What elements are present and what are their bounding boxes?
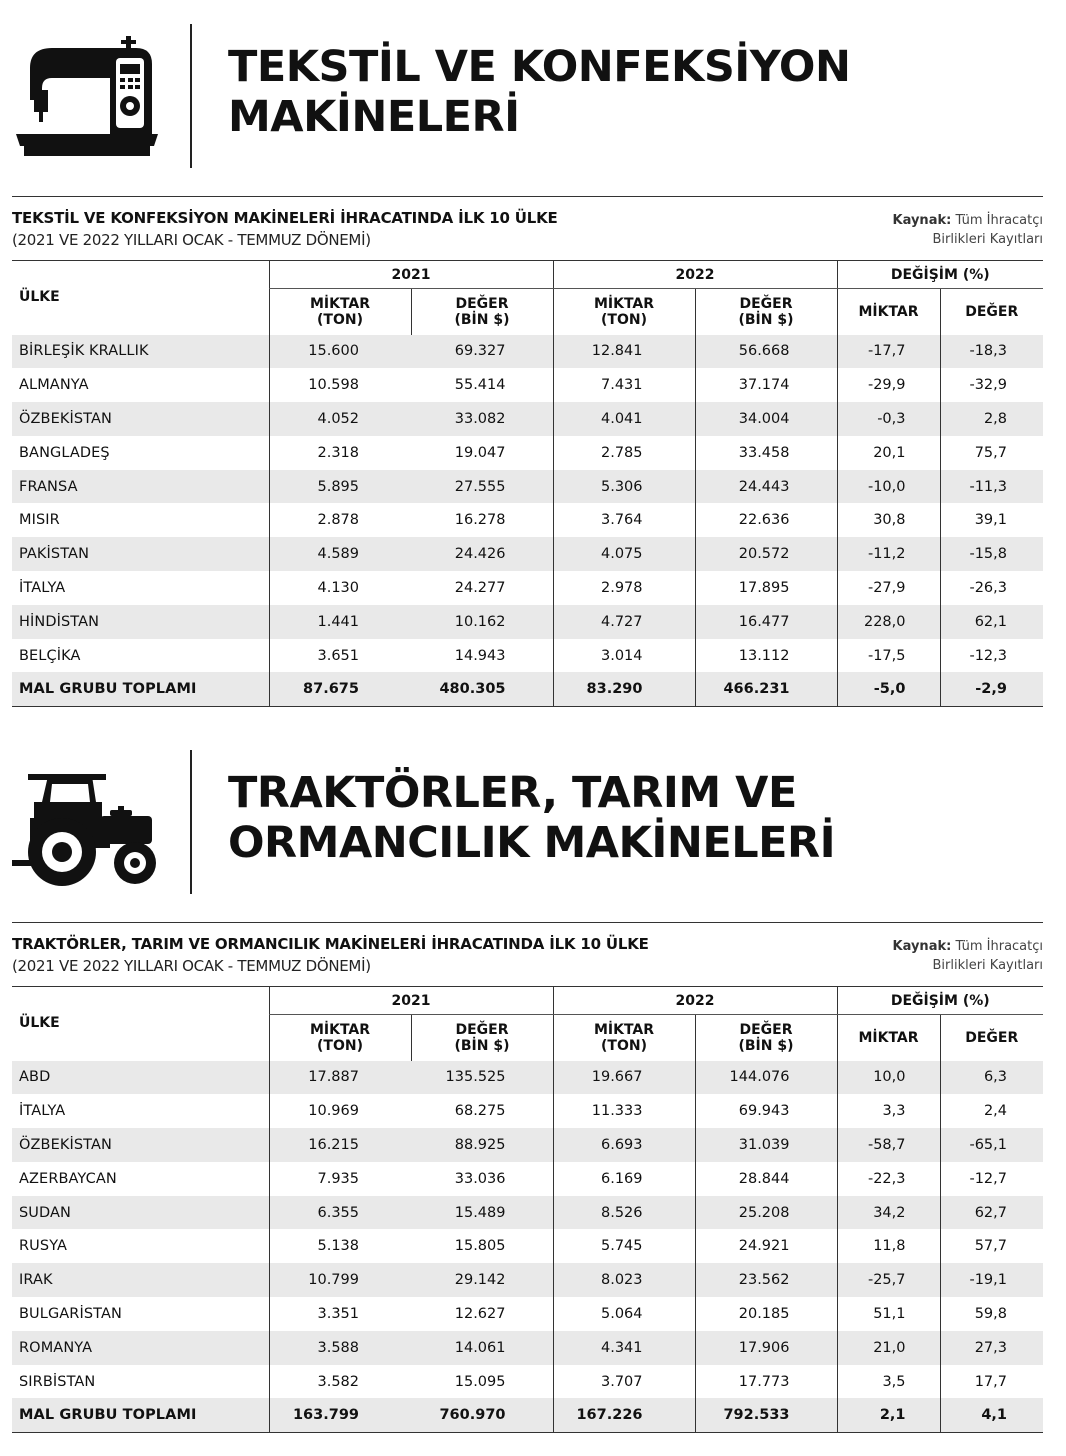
cell-country: AZERBAYCAN [12, 1162, 269, 1196]
cell-val-2022: 792.533 [695, 1398, 837, 1432]
cell-chg-qty: 21,0 [837, 1331, 940, 1365]
table-row [12, 1331, 1043, 1365]
table-total-row [12, 672, 1043, 706]
source-text-1: Tüm İhracatçı [955, 213, 1043, 228]
cell-val-2022: 22.636 [695, 503, 837, 537]
cell-country: ABD [12, 1061, 269, 1095]
section-title-line1: TRAKTÖRLER, TARIM VE [228, 768, 797, 818]
cell-country: MAL GRUBU TOPLAMI [12, 1398, 269, 1432]
table-row [12, 1162, 1043, 1196]
cell-chg-qty: 51,1 [837, 1297, 940, 1331]
cell-country: RUSYA [12, 1229, 269, 1263]
col-header-val-2022: DEĞER (BİN $) [695, 1015, 837, 1061]
cell-val-2022: 56.668 [695, 335, 837, 369]
cell-chg-qty: -17,7 [837, 335, 940, 369]
cell-qty-2021: 7.935 [269, 1162, 411, 1196]
cell-qty-2022: 3.014 [553, 639, 695, 673]
cell-chg-qty: 30,8 [837, 503, 940, 537]
col-header-country: ÜLKE [19, 1015, 60, 1031]
cell-qty-2022: 5.064 [553, 1297, 695, 1331]
table-total-row [12, 1398, 1043, 1432]
cell-qty-2022: 3.764 [553, 503, 695, 537]
cell-val-2021: 29.142 [411, 1263, 553, 1297]
cell-chg-val: -32,9 [940, 368, 1043, 402]
cell-val-2022: 144.076 [695, 1061, 837, 1095]
cell-qty-2021: 10.969 [269, 1094, 411, 1128]
cell-val-2022: 13.112 [695, 639, 837, 673]
cell-country: ÖZBEKİSTAN [12, 1128, 269, 1162]
table-title: TEKSTİL VE KONFEKSİYON MAKİNELERİ İHRACATINDA İLK 10 ÜLKE [12, 209, 558, 227]
col-header-2021: 2021 [269, 987, 553, 1015]
col-header-qty-2021: MİKTAR (TON) [269, 1015, 411, 1061]
col-header-change: DEĞİŞİM (%) [837, 261, 1043, 289]
cell-qty-2021: 163.799 [269, 1398, 411, 1432]
col-header-qty-2021: MİKTAR (TON) [269, 289, 411, 335]
cell-qty-2021: 6.355 [269, 1196, 411, 1230]
source-note [893, 937, 1043, 975]
cell-val-2021: 10.162 [411, 605, 553, 639]
col-header-val-2022: DEĞER (BİN $) [695, 289, 837, 335]
col-header-qty-2022: MİKTAR (TON) [553, 289, 695, 335]
cell-qty-2021: 10.799 [269, 1263, 411, 1297]
section-tractor-machinery [12, 726, 1043, 1424]
table-row [12, 1196, 1043, 1230]
col-header-2022: 2022 [553, 261, 837, 289]
col-header-chg-qty: MİKTAR [837, 289, 940, 335]
cell-chg-val: -12,3 [940, 639, 1043, 673]
col-header-chg-val: DEĞER [940, 289, 1043, 335]
cell-chg-qty: 11,8 [837, 1229, 940, 1263]
cell-chg-val: 59,8 [940, 1297, 1043, 1331]
cell-val-2021: 24.277 [411, 571, 553, 605]
table-period: (2021 VE 2022 YILLARI OCAK - TEMMUZ DÖNEMİ) [12, 957, 371, 975]
cell-val-2021: 15.805 [411, 1229, 553, 1263]
cell-country: IRAK [12, 1263, 269, 1297]
table-row [12, 1229, 1043, 1263]
cell-chg-qty: -10,0 [837, 470, 940, 504]
cell-country: MISIR [12, 503, 269, 537]
cell-qty-2021: 4.052 [269, 402, 411, 436]
table-row [12, 571, 1043, 605]
cell-qty-2022: 5.745 [553, 1229, 695, 1263]
section-header [12, 726, 1043, 922]
col-header-2021: 2021 [269, 261, 553, 289]
cell-qty-2022: 5.306 [553, 470, 695, 504]
cell-country: İTALYA [12, 1094, 269, 1128]
cell-qty-2022: 4.075 [553, 537, 695, 571]
table-row [12, 368, 1043, 402]
cell-chg-val: 6,3 [940, 1061, 1043, 1095]
cell-chg-val: 17,7 [940, 1365, 1043, 1399]
col-header-change: DEĞİŞİM (%) [837, 987, 1043, 1015]
table-row [12, 1263, 1043, 1297]
source-text-2: Birlikleri Kayıtları [932, 232, 1043, 247]
cell-val-2022: 17.773 [695, 1365, 837, 1399]
table-row [12, 605, 1043, 639]
cell-chg-qty: -17,5 [837, 639, 940, 673]
cell-val-2022: 69.943 [695, 1094, 837, 1128]
header-divider [190, 750, 192, 894]
cell-chg-val: -18,3 [940, 335, 1043, 369]
table-block [12, 196, 1043, 698]
cell-val-2021: 480.305 [411, 672, 553, 706]
cell-chg-qty: 20,1 [837, 436, 940, 470]
cell-country: SUDAN [12, 1196, 269, 1230]
cell-chg-qty: 2,1 [837, 1398, 940, 1432]
cell-country: İTALYA [12, 571, 269, 605]
cell-val-2021: 15.489 [411, 1196, 553, 1230]
cell-chg-val: 62,1 [940, 605, 1043, 639]
cell-qty-2022: 7.431 [553, 368, 695, 402]
cell-country: BELÇİKA [12, 639, 269, 673]
cell-qty-2021: 4.130 [269, 571, 411, 605]
header-divider [190, 24, 192, 168]
cell-val-2022: 34.004 [695, 402, 837, 436]
cell-qty-2021: 5.138 [269, 1229, 411, 1263]
col-header-val-2021: DEĞER (BİN $) [411, 1015, 553, 1061]
cell-val-2021: 24.426 [411, 537, 553, 571]
section-header [12, 0, 1043, 196]
cell-val-2022: 466.231 [695, 672, 837, 706]
cell-qty-2022: 11.333 [553, 1094, 695, 1128]
cell-country: BANGLADEŞ [12, 436, 269, 470]
source-note [893, 211, 1043, 249]
section-title-line2: ORMANCILIK MAKİNELERİ [228, 818, 836, 868]
table-row [12, 503, 1043, 537]
export-table [12, 260, 1043, 707]
table-row [12, 1094, 1043, 1128]
cell-qty-2021: 87.675 [269, 672, 411, 706]
cell-chg-val: 62,7 [940, 1196, 1043, 1230]
table-row [12, 335, 1043, 369]
cell-val-2021: 14.943 [411, 639, 553, 673]
cell-country: BİRLEŞİK KRALLIK [12, 335, 269, 369]
cell-qty-2022: 4.041 [553, 402, 695, 436]
cell-val-2021: 33.082 [411, 402, 553, 436]
cell-chg-val: -2,9 [940, 672, 1043, 706]
section-title-line1: TEKSTİL VE KONFEKSİYON [228, 42, 851, 92]
section-title [228, 42, 850, 142]
cell-country: SIRBİSTAN [12, 1365, 269, 1399]
cell-chg-val: 75,7 [940, 436, 1043, 470]
cell-val-2021: 14.061 [411, 1331, 553, 1365]
cell-chg-qty: -5,0 [837, 672, 940, 706]
cell-qty-2022: 12.841 [553, 335, 695, 369]
cell-chg-qty: 10,0 [837, 1061, 940, 1095]
table-row [12, 470, 1043, 504]
section-title-line2: MAKİNELERİ [228, 92, 520, 142]
cell-chg-val: -15,8 [940, 537, 1043, 571]
source-text-1: Tüm İhracatçı [955, 939, 1043, 954]
section-title [228, 768, 835, 868]
source-text-2: Birlikleri Kayıtları [932, 958, 1043, 973]
col-header-country: ÜLKE [19, 289, 60, 305]
cell-val-2021: 16.278 [411, 503, 553, 537]
cell-country: ROMANYA [12, 1331, 269, 1365]
cell-qty-2022: 4.341 [553, 1331, 695, 1365]
cell-val-2021: 760.970 [411, 1398, 553, 1432]
cell-val-2022: 37.174 [695, 368, 837, 402]
cell-qty-2021: 15.600 [269, 335, 411, 369]
cell-chg-qty: -25,7 [837, 1263, 940, 1297]
export-table [12, 986, 1043, 1433]
cell-val-2021: 12.627 [411, 1297, 553, 1331]
cell-chg-qty: -29,9 [837, 368, 940, 402]
cell-qty-2022: 6.169 [553, 1162, 695, 1196]
cell-qty-2021: 4.589 [269, 537, 411, 571]
cell-qty-2022: 4.727 [553, 605, 695, 639]
cell-chg-val: 27,3 [940, 1331, 1043, 1365]
cell-val-2021: 15.095 [411, 1365, 553, 1399]
table-row [12, 1128, 1043, 1162]
cell-val-2022: 23.562 [695, 1263, 837, 1297]
cell-val-2022: 24.443 [695, 470, 837, 504]
cell-chg-val: -12,7 [940, 1162, 1043, 1196]
cell-chg-qty: -58,7 [837, 1128, 940, 1162]
cell-country: ÖZBEKİSTAN [12, 402, 269, 436]
cell-chg-val: 4,1 [940, 1398, 1043, 1432]
table-row [12, 1297, 1043, 1331]
table-title: TRAKTÖRLER, TARIM VE ORMANCILIK MAKİNELERİ İHRACATINDA İLK 10 ÜLKE [12, 935, 649, 953]
cell-val-2022: 20.185 [695, 1297, 837, 1331]
cell-chg-val: -26,3 [940, 571, 1043, 605]
cell-qty-2022: 8.526 [553, 1196, 695, 1230]
cell-qty-2021: 17.887 [269, 1061, 411, 1095]
cell-qty-2022: 83.290 [553, 672, 695, 706]
cell-val-2022: 28.844 [695, 1162, 837, 1196]
cell-country: HİNDİSTAN [12, 605, 269, 639]
cell-qty-2021: 5.895 [269, 470, 411, 504]
cell-chg-qty: -11,2 [837, 537, 940, 571]
cell-chg-val: 39,1 [940, 503, 1043, 537]
cell-val-2022: 20.572 [695, 537, 837, 571]
cell-val-2022: 31.039 [695, 1128, 837, 1162]
table-row [12, 1061, 1043, 1095]
cell-val-2022: 24.921 [695, 1229, 837, 1263]
cell-chg-val: 57,7 [940, 1229, 1043, 1263]
cell-val-2021: 19.047 [411, 436, 553, 470]
cell-chg-val: 2,8 [940, 402, 1043, 436]
cell-val-2021: 69.327 [411, 335, 553, 369]
table-row [12, 639, 1043, 673]
col-header-chg-qty: MİKTAR [837, 1015, 940, 1061]
cell-qty-2022: 6.693 [553, 1128, 695, 1162]
cell-country: MAL GRUBU TOPLAMI [12, 672, 269, 706]
cell-chg-val: -65,1 [940, 1128, 1043, 1162]
cell-val-2022: 16.477 [695, 605, 837, 639]
table-row [12, 436, 1043, 470]
cell-chg-qty: 3,3 [837, 1094, 940, 1128]
cell-qty-2021: 3.582 [269, 1365, 411, 1399]
cell-val-2021: 68.275 [411, 1094, 553, 1128]
cell-chg-val: -11,3 [940, 470, 1043, 504]
table-row [12, 1365, 1043, 1399]
cell-country: ALMANYA [12, 368, 269, 402]
cell-chg-qty: 3,5 [837, 1365, 940, 1399]
table-row [12, 402, 1043, 436]
cell-qty-2021: 16.215 [269, 1128, 411, 1162]
cell-qty-2022: 3.707 [553, 1365, 695, 1399]
cell-chg-qty: 228,0 [837, 605, 940, 639]
cell-country: FRANSA [12, 470, 269, 504]
table-block [12, 922, 1043, 1424]
cell-qty-2022: 167.226 [553, 1398, 695, 1432]
cell-val-2022: 17.906 [695, 1331, 837, 1365]
cell-val-2021: 55.414 [411, 368, 553, 402]
table-period: (2021 VE 2022 YILLARI OCAK - TEMMUZ DÖNEMİ) [12, 231, 371, 249]
cell-chg-qty: -22,3 [837, 1162, 940, 1196]
cell-chg-qty: -0,3 [837, 402, 940, 436]
col-header-chg-val: DEĞER [940, 1015, 1043, 1061]
cell-chg-val: -19,1 [940, 1263, 1043, 1297]
source-label: Kaynak: [892, 939, 952, 954]
cell-qty-2021: 2.878 [269, 503, 411, 537]
cell-val-2022: 33.458 [695, 436, 837, 470]
cell-val-2022: 17.895 [695, 571, 837, 605]
table-row [12, 537, 1043, 571]
cell-val-2021: 27.555 [411, 470, 553, 504]
cell-qty-2022: 2.785 [553, 436, 695, 470]
source-label: Kaynak: [892, 213, 952, 228]
cell-val-2021: 88.925 [411, 1128, 553, 1162]
cell-qty-2021: 10.598 [269, 368, 411, 402]
tractor-icon [12, 756, 162, 886]
section-textile-machinery [12, 0, 1043, 698]
cell-qty-2022: 8.023 [553, 1263, 695, 1297]
cell-country: BULGARİSTAN [12, 1297, 269, 1331]
cell-qty-2022: 19.667 [553, 1061, 695, 1095]
table-body [12, 335, 1043, 707]
cell-qty-2021: 2.318 [269, 436, 411, 470]
cell-qty-2021: 3.588 [269, 1331, 411, 1365]
cell-qty-2021: 3.351 [269, 1297, 411, 1331]
cell-qty-2022: 2.978 [553, 571, 695, 605]
cell-chg-val: 2,4 [940, 1094, 1043, 1128]
table-body [12, 1061, 1043, 1433]
col-header-qty-2022: MİKTAR (TON) [553, 1015, 695, 1061]
cell-val-2021: 135.525 [411, 1061, 553, 1095]
col-header-2022: 2022 [553, 987, 837, 1015]
sewing-machine-icon [12, 30, 162, 160]
cell-chg-qty: -27,9 [837, 571, 940, 605]
cell-qty-2021: 1.441 [269, 605, 411, 639]
cell-chg-qty: 34,2 [837, 1196, 940, 1230]
col-header-val-2021: DEĞER (BİN $) [411, 289, 553, 335]
cell-val-2021: 33.036 [411, 1162, 553, 1196]
cell-qty-2021: 3.651 [269, 639, 411, 673]
cell-val-2022: 25.208 [695, 1196, 837, 1230]
cell-country: PAKİSTAN [12, 537, 269, 571]
